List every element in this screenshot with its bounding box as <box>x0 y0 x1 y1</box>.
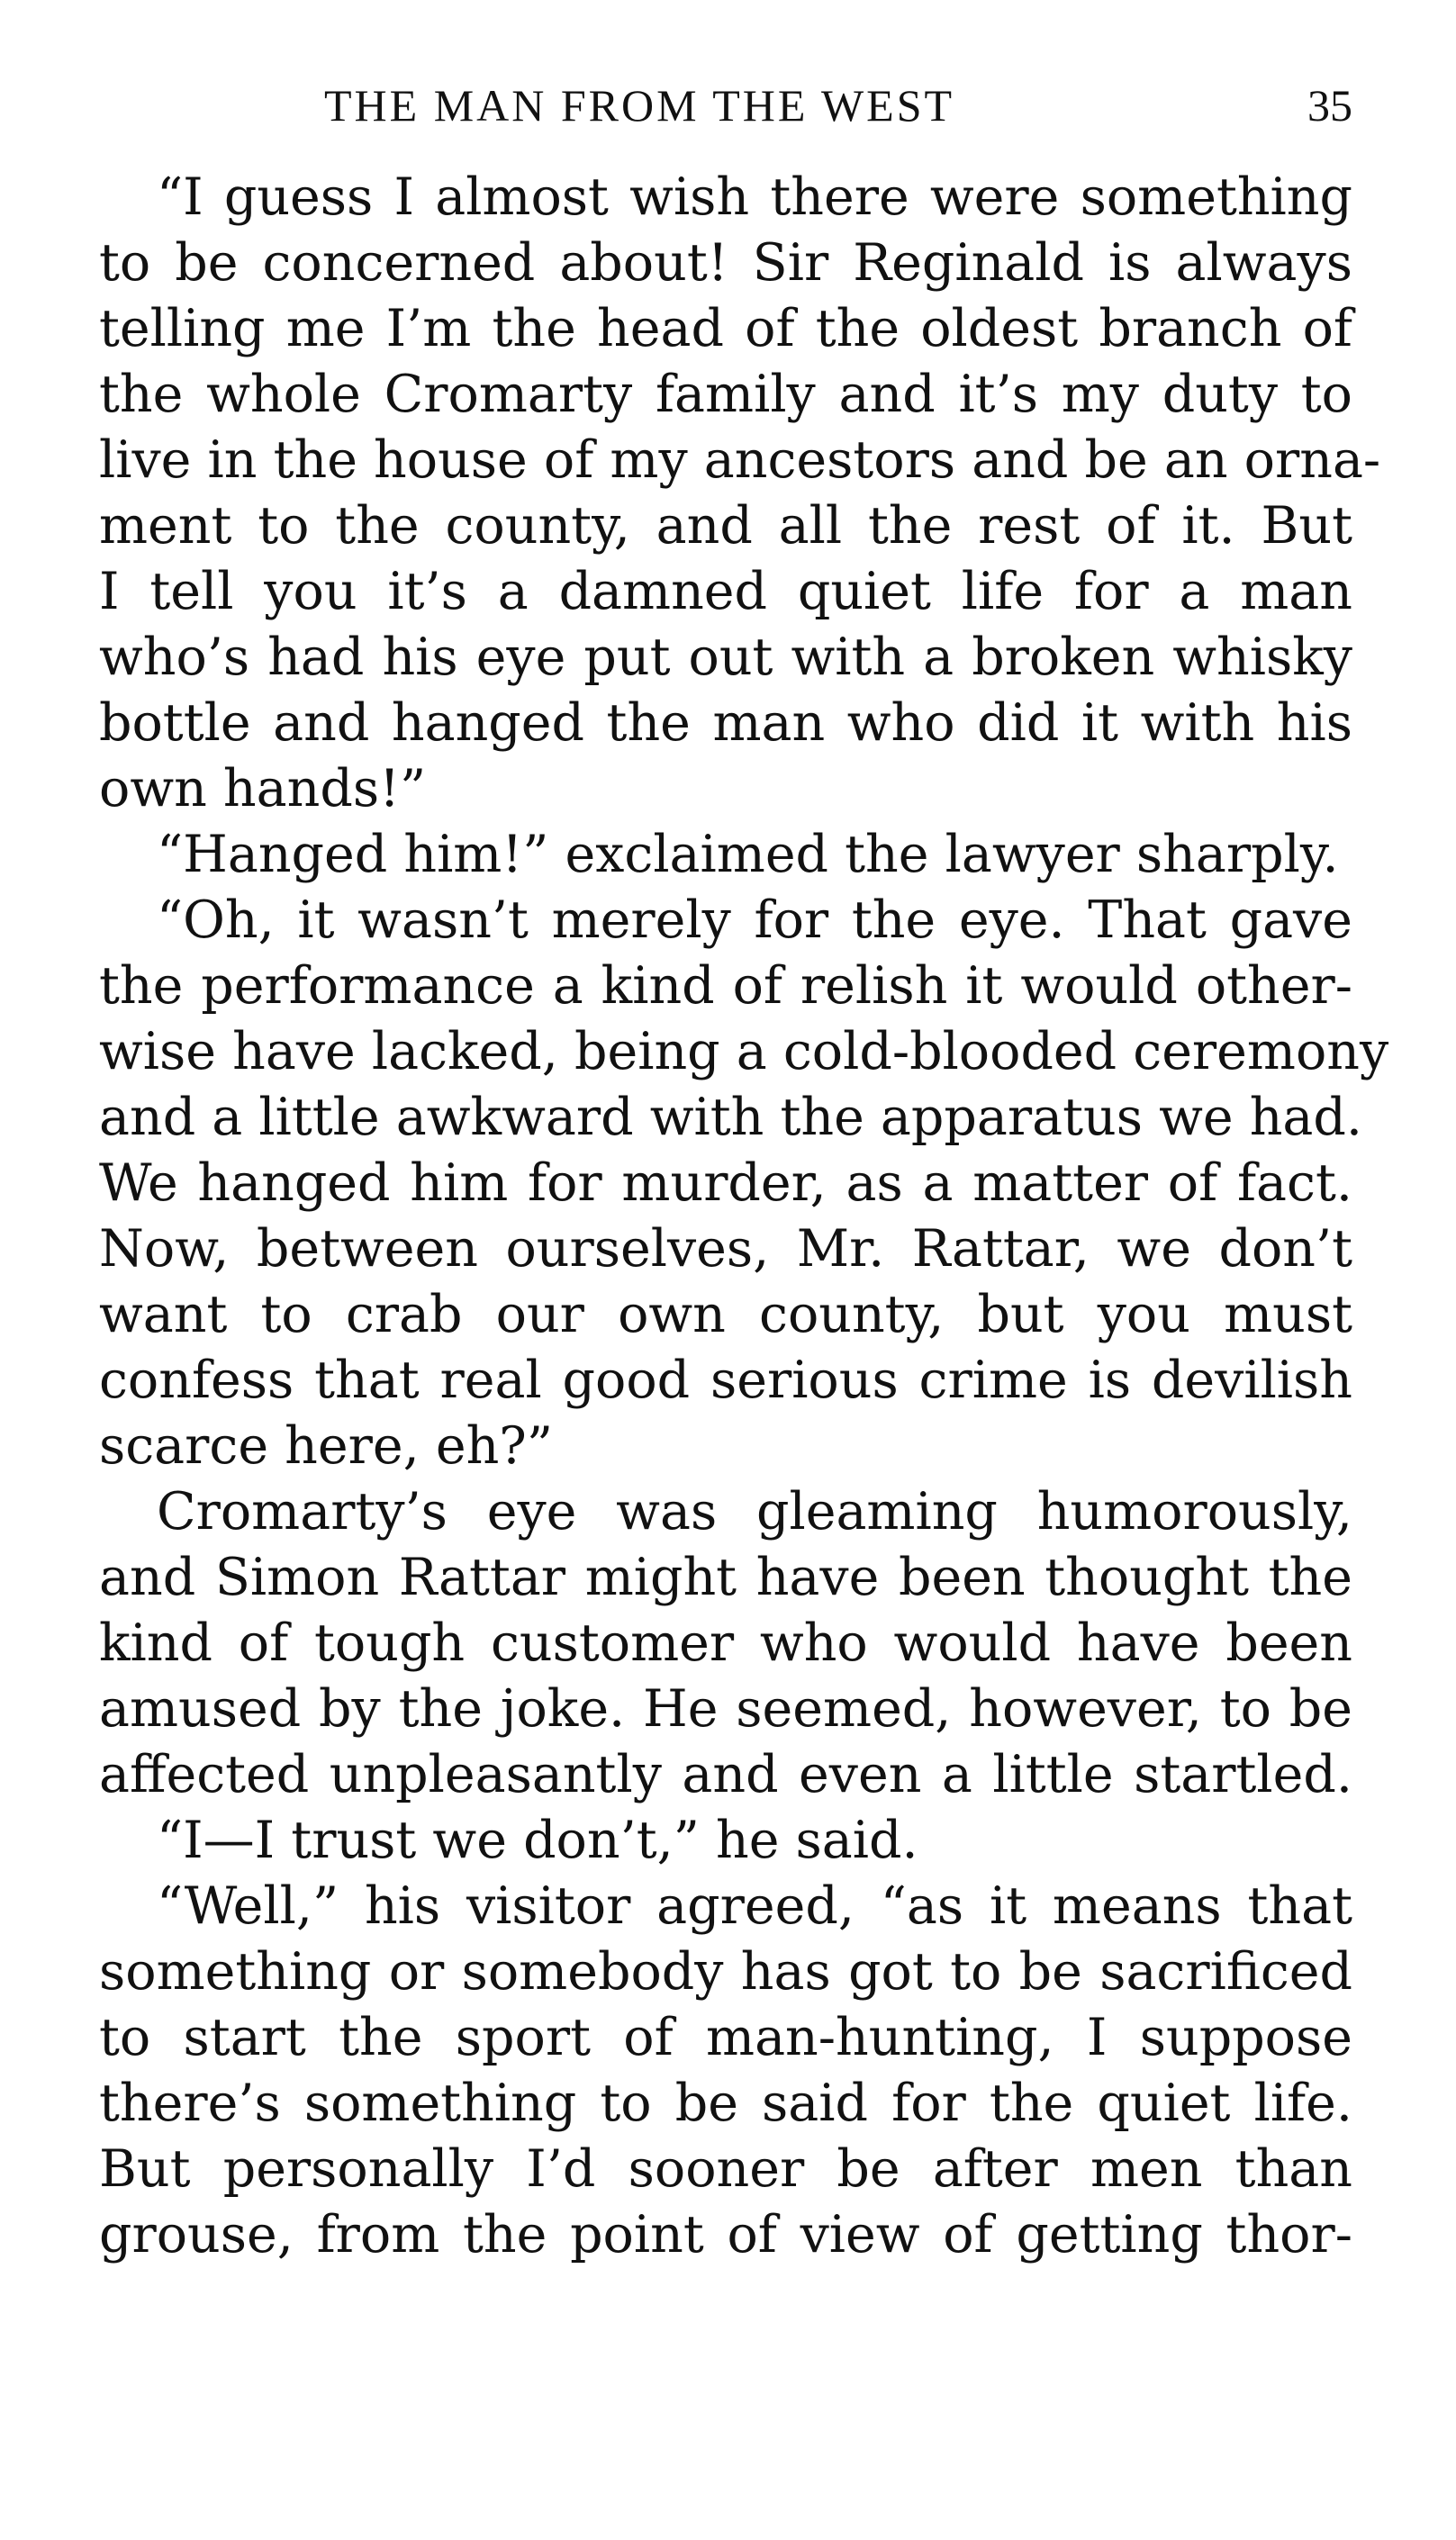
text-line: wise have lacked, being a cold-blooded ceremony <box>99 1022 1389 1081</box>
text-line: live in the house of my ancestors and be an orna- <box>99 430 1381 490</box>
text-line: “I—I trust we don’t,” he said. <box>157 1811 918 1870</box>
text-line: own hands!” <box>99 759 427 818</box>
text-line: the whole Cromarty family and it’s my duty to <box>99 365 1352 424</box>
text-line: bottle and hanged the man who did it with his <box>99 693 1352 753</box>
text-line: “Well,” his visitor agreed, “as it means that <box>157 1876 1352 1936</box>
text-line: there’s something to be said for the quiet life. <box>99 2074 1352 2133</box>
text-line: affected unpleasantly and even a little startled. <box>99 1745 1352 1804</box>
text-line: ment to the county, and all the rest of it. But <box>99 496 1352 556</box>
text-line: amused by the joke. He seemed, however, to be <box>99 1679 1352 1739</box>
text-line: grouse, from the point of view of getting thor- <box>99 2205 1352 2264</box>
text-line: scarce here, eh?” <box>99 1416 553 1476</box>
text-line: who’s had his eye put out with a broken whisky <box>99 628 1352 687</box>
text-line: I tell you it’s a damned quiet life for a man <box>99 562 1352 621</box>
page-number: 35 <box>1307 80 1352 131</box>
text-line: “Hanged him!” exclaimed the lawyer sharply. <box>157 825 1339 884</box>
text-line: and Simon Rattar might have been thought the <box>99 1548 1352 1607</box>
running-head <box>99 79 1352 142</box>
text-line: the performance a kind of relish it would other- <box>99 956 1352 1016</box>
text-line: to be concerned about! Sir Reginald is always <box>99 233 1352 293</box>
text-line: confess that real good serious crime is devilish <box>99 1351 1352 1410</box>
running-head-title: THE MAN FROM THE WEST <box>324 80 955 131</box>
text-line: kind of tough customer who would have been <box>99 1613 1352 1673</box>
text-line: But personally I’d sooner be after men than <box>99 2139 1352 2199</box>
body-text <box>99 165 1389 2268</box>
text-line: telling me I’m the head of the oldest branch of <box>99 299 1352 358</box>
text-line: and a little awkward with the apparatus we had. <box>99 1088 1363 1147</box>
text-line: to start the sport of man-hunting, I suppose <box>99 2008 1352 2067</box>
text-line: Now, between ourselves, Mr. Rattar, we don’t <box>99 1219 1352 1279</box>
text-line: Cromarty’s eye was gleaming humorously, <box>157 1482 1352 1541</box>
text-line: something or somebody has got to be sacrificed <box>99 1942 1352 2002</box>
text-line: “Oh, it wasn’t merely for the eye. That gave <box>157 890 1352 950</box>
text-line: want to crab our own county, but you must <box>99 1285 1352 1344</box>
text-line: “I guess I almost wish there were something <box>157 167 1352 227</box>
text-line: We hanged him for murder, as a matter of fact. <box>99 1153 1352 1213</box>
